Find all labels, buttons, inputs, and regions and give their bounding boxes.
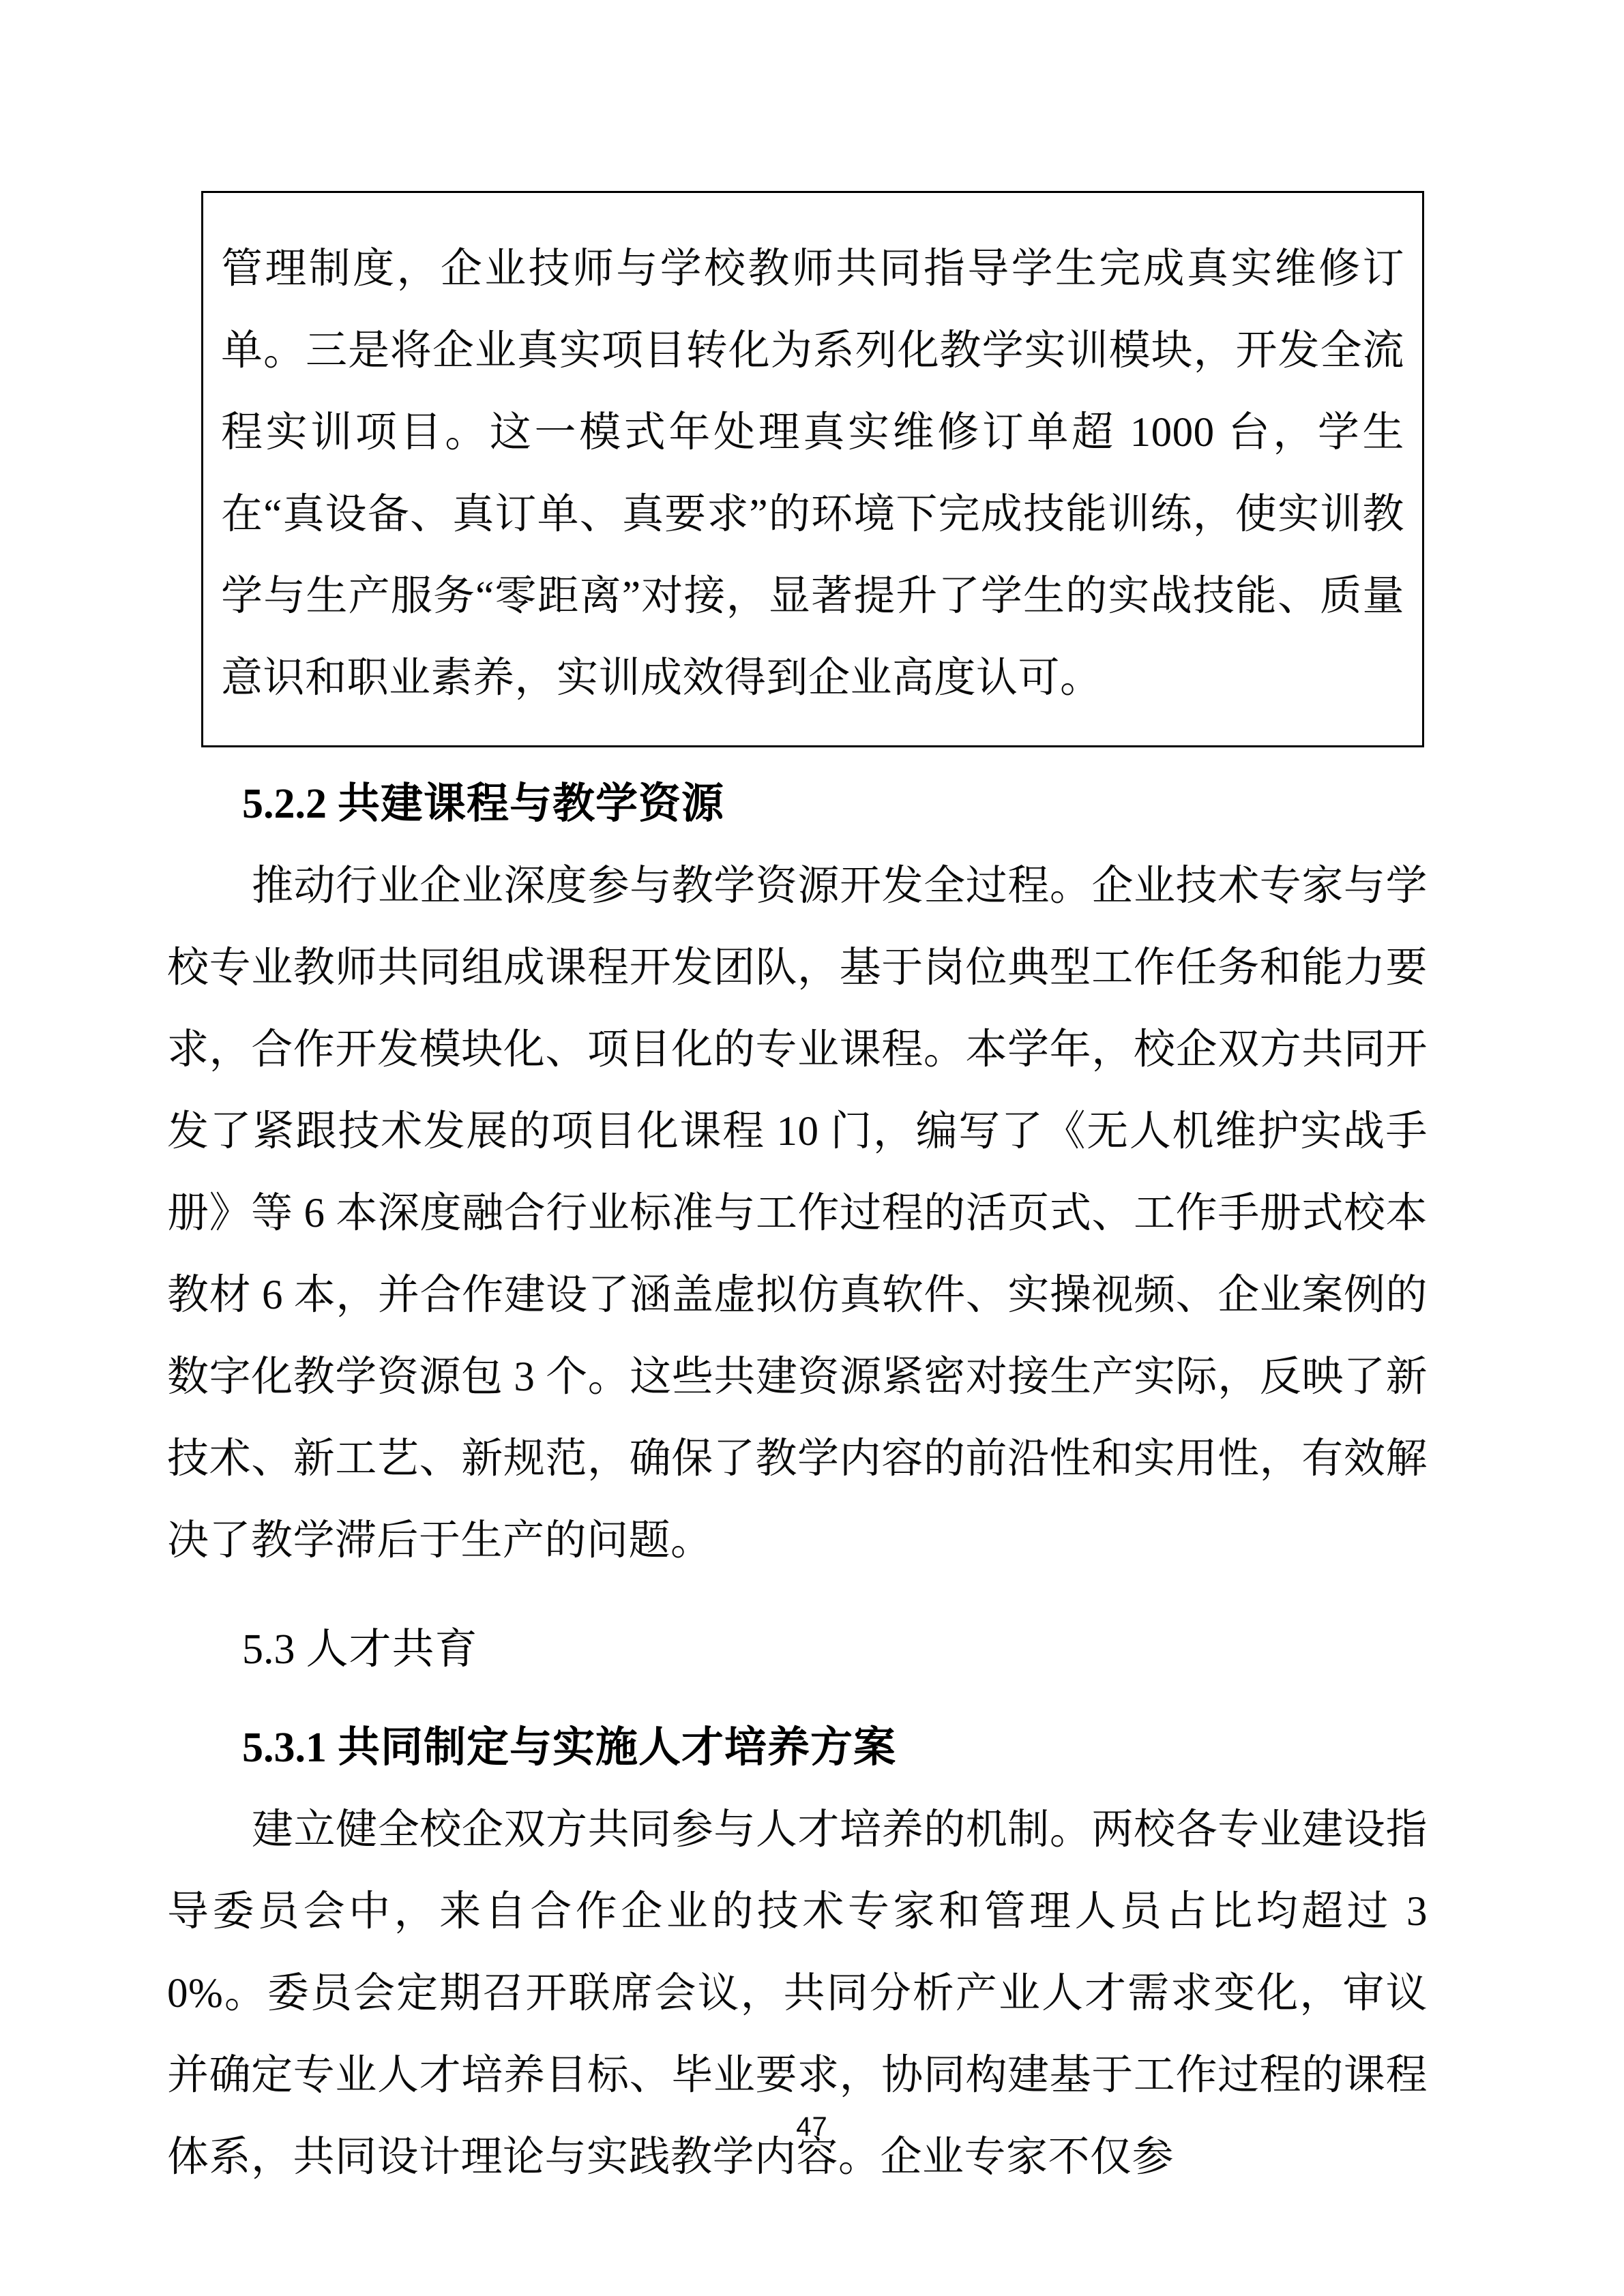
heading-5-3: [167, 1609, 1428, 1690]
spacer: [167, 747, 1428, 754]
heading-5-3-1-number: 5.3.1: [242, 1725, 327, 1771]
heading-5-3-1: [167, 1708, 1428, 1788]
heading-5-3-1-title: 共同制定与实施人才培养方案: [338, 1725, 897, 1771]
spacer: [167, 1582, 1428, 1600]
callout-box: [201, 191, 1424, 747]
heading-5-3-title: 人才共育: [306, 1626, 478, 1673]
paragraph-5-3-1-1: 建立健全校企双方共同参与人才培养的机制。两校各专业建设指导委员会中，来自合作企业的技术专家和管理人员占比均超过 30%。委员会定期召开联席会议，共同分析产业人才需求变化，审议并确定专业人才培养目标、毕业要求，协同构建基于工作过程的课程体系，共同设计理论与实践教学内容。企业专家不仅参: [167, 1807, 1428, 2180]
heading-5-2-2: [167, 764, 1428, 844]
heading-5-2-2-number: 5.2.2: [242, 781, 327, 827]
callout-box-paragraph: 管理制度，企业技师与学校教师共同指导学生完成真实维修订单。三是将企业真实项目转化为系列化教学实训模块，开发全流程实训项目。这一模式年处理真实维修订单超 1000 台，学生在“真设备、真订单、真要求”的环境下完成技能训练，使实训教学与生产服务“零距离”对接，显著提升了学生的实战技能、质量意识和职业素养，实训成效得到企业高度认可。: [221, 246, 1404, 701]
spacer: [167, 1691, 1428, 1698]
page-number: 47: [796, 2112, 828, 2142]
paragraph-5-2-2-1: 推动行业企业深度参与教学资源开发全过程。企业技术专家与学校专业教师共同组成课程开发团队，基于岗位典型工作任务和能力要求，合作开发模块化、项目化的专业课程。本学年，校企双方共同开发了紧跟技术发展的项目化课程 10 门，编写了《无人机维护实战手册》等 6 本深度融合行业标准与工作过程的活页式、工作手册式校本教材 6 本，并合作建设了涵盖虚拟仿真软件、实操视频、企业案例的数字化教学资源包 3 个。这些共建资源紧密对接生产实际，反映了新技术、新工艺、新规范，确保了教学内容的前沿性和实用性，有效解决了教学滞后于生产的问题。: [167, 863, 1428, 1564]
heading-5-2-2-title: 共建课程与教学资源: [338, 781, 725, 827]
heading-5-3-number: 5.3: [242, 1626, 295, 1673]
page-content-column: [167, 164, 1428, 2198]
